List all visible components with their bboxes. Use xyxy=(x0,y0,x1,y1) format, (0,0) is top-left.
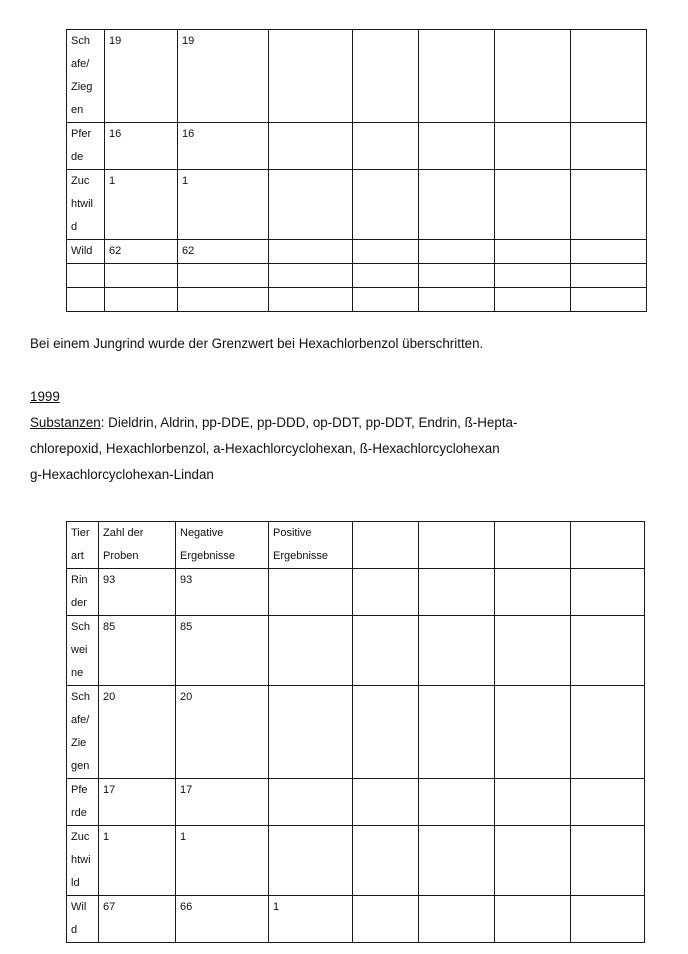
sample-count-cell xyxy=(105,288,178,312)
header-row xyxy=(67,522,645,569)
header-empty-cell xyxy=(571,522,645,569)
positive-results-cell xyxy=(269,569,353,616)
header-empty-cell xyxy=(419,522,495,569)
empty-cell xyxy=(353,826,419,896)
substances-line-1 xyxy=(30,411,517,434)
empty-cell xyxy=(571,30,647,123)
empty-cell xyxy=(419,240,495,264)
empty-cell xyxy=(571,264,647,288)
negative-results-cell: 93 xyxy=(176,569,269,616)
header-positive-results: Positive Ergebnisse xyxy=(269,522,353,569)
tierart-cell: Rin der xyxy=(67,569,99,616)
sample-count-cell: 17 xyxy=(99,779,176,826)
empty-cell xyxy=(353,30,419,123)
table-row xyxy=(67,240,647,264)
sample-count-cell: 67 xyxy=(99,896,176,943)
tierart-cell xyxy=(67,288,105,312)
sample-count-cell: 93 xyxy=(99,569,176,616)
empty-cell xyxy=(495,240,571,264)
empty-cell xyxy=(495,569,571,616)
negative-results-cell xyxy=(178,264,269,288)
sample-count-cell: 20 xyxy=(99,686,176,779)
positive-results-cell xyxy=(269,616,353,686)
tierart-cell: Zuc htwi ld xyxy=(67,826,99,896)
negative-results-cell: 1 xyxy=(178,170,269,240)
empty-cell xyxy=(419,896,495,943)
negative-results-cell: 20 xyxy=(176,686,269,779)
positive-results-cell xyxy=(269,170,353,240)
empty-cell xyxy=(353,686,419,779)
empty-cell xyxy=(353,123,419,170)
empty-cell xyxy=(495,288,571,312)
substances-text-1: : Dieldrin, Aldrin, pp-DDE, pp-DDD, op-DDT, pp-DDT, Endrin, ß-Hepta- xyxy=(100,415,518,430)
sample-count-cell: 85 xyxy=(99,616,176,686)
table-row xyxy=(67,123,647,170)
table-row xyxy=(67,826,645,896)
empty-cell xyxy=(353,170,419,240)
sample-count-cell: 1 xyxy=(99,826,176,896)
positive-results-cell xyxy=(269,779,353,826)
empty-cell xyxy=(571,240,647,264)
empty-cell xyxy=(571,123,647,170)
empty-cell xyxy=(419,123,495,170)
tierart-cell: Sch afe/ Zieg en xyxy=(67,30,105,123)
empty-cell xyxy=(495,123,571,170)
empty-cell xyxy=(571,616,645,686)
empty-cell xyxy=(571,569,645,616)
sample-count-cell: 19 xyxy=(105,30,178,123)
empty-cell xyxy=(353,779,419,826)
note-paragraph: Bei einem Jungrind wurde der Grenzwert bei Hexachlorbenzol überschritten. xyxy=(30,336,484,351)
header-tierart: Tier art xyxy=(67,522,99,569)
empty-cell xyxy=(571,826,645,896)
table-row xyxy=(67,616,645,686)
empty-cell xyxy=(495,826,571,896)
table-row xyxy=(67,288,647,312)
tierart-cell: Sch wei ne xyxy=(67,616,99,686)
empty-cell xyxy=(419,686,495,779)
table-row xyxy=(67,686,645,779)
negative-results-cell: 17 xyxy=(176,779,269,826)
sample-count-cell xyxy=(105,264,178,288)
table-row xyxy=(67,569,645,616)
negative-results-cell: 62 xyxy=(178,240,269,264)
empty-cell xyxy=(353,264,419,288)
empty-cell xyxy=(495,616,571,686)
empty-cell xyxy=(353,569,419,616)
empty-cell xyxy=(419,826,495,896)
empty-cell xyxy=(419,264,495,288)
empty-cell xyxy=(495,779,571,826)
tierart-cell: Zuc htwil d xyxy=(67,170,105,240)
negative-results-cell: 1 xyxy=(176,826,269,896)
tierart-cell: Pfe rde xyxy=(67,779,99,826)
sample-count-cell: 16 xyxy=(105,123,178,170)
positive-results-cell xyxy=(269,826,353,896)
empty-cell xyxy=(419,569,495,616)
header-empty-cell xyxy=(353,522,419,569)
negative-results-cell: 19 xyxy=(178,30,269,123)
tierart-cell: Sch afe/ Zie gen xyxy=(67,686,99,779)
positive-results-cell xyxy=(269,30,353,123)
empty-cell xyxy=(571,170,647,240)
tierart-cell: Pfer de xyxy=(67,123,105,170)
empty-cell xyxy=(571,896,645,943)
empty-cell xyxy=(419,616,495,686)
tierart-cell: Wild xyxy=(67,240,105,264)
header-negative-results: Negative Ergebnisse xyxy=(176,522,269,569)
empty-cell xyxy=(419,170,495,240)
tierart-cell xyxy=(67,264,105,288)
substances-line-3: g-Hexachlorcyclohexan-Lindan xyxy=(30,467,214,482)
year-heading: 1999 xyxy=(30,389,60,404)
empty-cell xyxy=(571,779,645,826)
results-table-1999 xyxy=(66,521,645,943)
empty-cell xyxy=(353,896,419,943)
empty-cell xyxy=(353,288,419,312)
header-empty-cell xyxy=(495,522,571,569)
negative-results-cell: 85 xyxy=(176,616,269,686)
empty-cell xyxy=(353,240,419,264)
sample-count-cell: 62 xyxy=(105,240,178,264)
empty-cell xyxy=(495,264,571,288)
header-sample-count: Zahl der Proben xyxy=(99,522,176,569)
positive-results-cell xyxy=(269,264,353,288)
empty-cell xyxy=(419,30,495,123)
sample-count-cell: 1 xyxy=(105,170,178,240)
empty-cell xyxy=(495,30,571,123)
negative-results-cell: 66 xyxy=(176,896,269,943)
results-table-previous-year xyxy=(66,29,647,312)
positive-results-cell xyxy=(269,288,353,312)
empty-cell xyxy=(495,896,571,943)
empty-cell xyxy=(495,170,571,240)
table-row xyxy=(67,896,645,943)
empty-cell xyxy=(571,288,647,312)
positive-results-cell: 1 xyxy=(269,896,353,943)
empty-cell xyxy=(571,686,645,779)
table-row xyxy=(67,30,647,123)
positive-results-cell xyxy=(269,123,353,170)
empty-cell xyxy=(419,288,495,312)
positive-results-cell xyxy=(269,240,353,264)
tierart-cell: Wil d xyxy=(67,896,99,943)
empty-cell xyxy=(353,616,419,686)
empty-cell xyxy=(495,686,571,779)
table-row xyxy=(67,264,647,288)
table-row xyxy=(67,170,647,240)
positive-results-cell xyxy=(269,686,353,779)
table-row xyxy=(67,779,645,826)
negative-results-cell xyxy=(178,288,269,312)
substances-line-2: chlorepoxid, Hexachlorbenzol, a-Hexachlorcyclohexan, ß-Hexachlorcyclohexan xyxy=(30,441,500,456)
empty-cell xyxy=(419,779,495,826)
negative-results-cell: 16 xyxy=(178,123,269,170)
substances-label: Substanzen xyxy=(30,415,101,430)
